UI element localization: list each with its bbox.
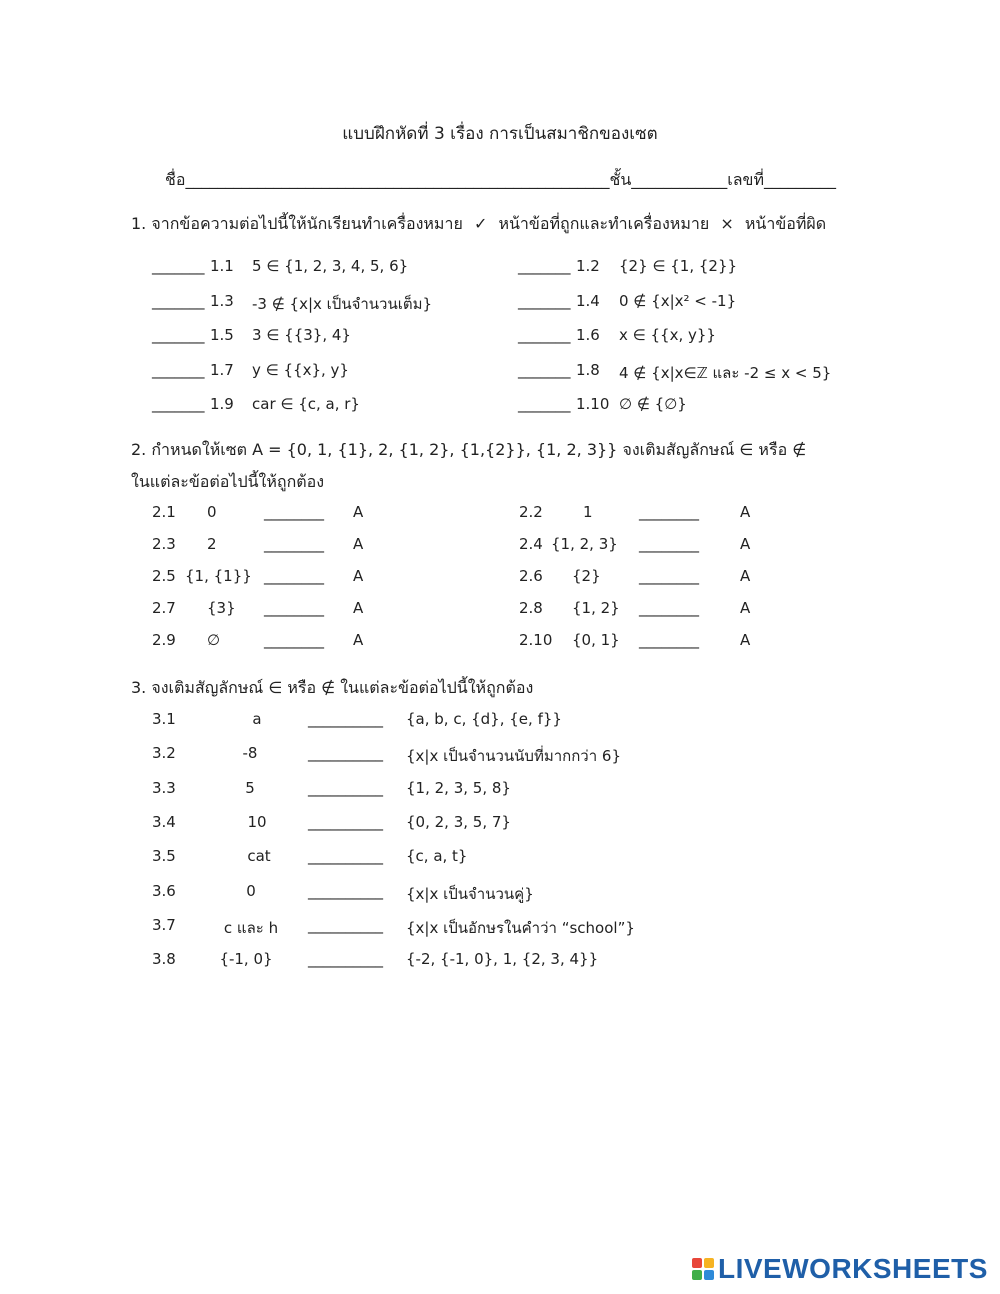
item-statement: y ∈ {{x}, y} [252,360,349,379]
answer-blank[interactable]: ________ [264,503,324,521]
set-name: A [353,567,364,585]
item-element: ∅ [207,631,221,649]
section1-heading-prefix: 1. จากข้อความต่อไปนี้ให้นักเรียนทำเครื่องหมาย [131,214,463,233]
answer-blank[interactable]: _______ [152,326,205,344]
section3-heading: 3. จงเติมสัญลักษณ์ ∈ หรือ ∉ ในแต่ละข้อต่อไปนี้ให้ถูกต้อง [131,678,534,697]
answer-blank[interactable]: ________ [264,599,324,617]
item-element: {1, 2, 3} [551,535,618,553]
item-number: 1.4 [576,291,600,310]
item-element: 0 [207,503,217,521]
item-statement: {2} ∈ {1, {2}} [619,257,738,275]
section2-heading-line1: 2. กำหนดให้เซต A = {0, 1, {1}, 2, {1, 2}, {1,{2}}, {1, 2, 3}} จงเติมสัญลักษณ์ ∈ หรือ ∉ [131,440,807,459]
section2-heading-line2: ในแต่ละข้อต่อไปนี้ให้ถูกต้อง [131,472,325,491]
logo-tile [704,1258,714,1268]
answer-blank[interactable]: ________ [264,567,324,585]
answer-blank[interactable]: __________ [308,881,383,900]
item-number: 2.8 [519,599,543,617]
answer-blank[interactable]: _______ [518,326,571,344]
answer-blank[interactable]: ________ [264,631,324,649]
answer-blank[interactable]: _______ [518,395,571,413]
item-number: 3.2 [152,744,176,763]
item-number: 1.2 [576,257,600,275]
answer-blank[interactable]: ________ [264,535,324,553]
item-number: 2.9 [152,631,176,649]
item-number: 2.7 [152,599,176,617]
item-statement: 4 ∉ {x|x∈ℤ และ -2 ≤ x < 5} [619,363,832,382]
target-set: {-2, {-1, 0}, 1, {2, 3, 4}} [406,950,599,969]
item-statement: -3 ∉ {x|x เป็นจำนวนเต็ม} [252,294,433,313]
logo-tile [692,1270,702,1280]
item-element: {3} [207,599,236,617]
item-number: 3.1 [152,710,176,728]
item-number: 2.6 [519,567,543,585]
answer-blank[interactable]: _______ [152,257,205,275]
logo-tile [704,1270,714,1280]
item-element: 0 [246,881,256,900]
item-number: 1.1 [210,257,234,275]
logo-mark-icon [692,1258,714,1280]
target-set: {c, a, t} [406,847,468,866]
item-element: {2} [572,567,601,585]
page-title: แบบฝึกหัดที่ 3 เรื่อง การเป็นสมาชิกของเซต [342,124,658,144]
set-name: A [740,503,751,521]
set-name: A [740,631,751,649]
section1-heading [131,212,826,237]
answer-blank[interactable]: ________ [639,599,699,617]
item-statement: car ∈ {c, a, r} [252,395,360,413]
item-number: 1.3 [210,291,234,310]
answer-blank[interactable]: _______ [518,257,571,275]
set-name: A [353,599,364,617]
item-number: 3.7 [152,915,176,934]
item-number: 3.3 [152,778,176,797]
set-name: A [353,535,364,553]
set-name: A [740,535,751,553]
logo-text: LIVEWORKSHEETS [718,1253,988,1284]
answer-blank[interactable]: _______ [152,291,205,310]
answer-blank[interactable]: ________ [639,535,699,553]
item-number: 2.1 [152,503,176,521]
set-name: A [740,599,751,617]
item-element: {0, 1} [572,631,620,649]
item-element: 1 [583,503,593,521]
answer-blank[interactable]: _______ [152,360,205,379]
cross-mark-icon: × [720,214,734,233]
item-number: 1.10 [576,395,610,413]
target-set: {x|x เป็นจำนวนคู่} [406,884,534,903]
item-element: 5 [245,778,255,797]
target-set: {x|x เป็นอักษรในคำว่า “school”} [406,918,635,937]
target-set: {0, 2, 3, 5, 7} [406,812,511,831]
answer-blank[interactable]: __________ [308,778,383,797]
item-element: c และ h [223,918,279,937]
item-statement: ∅ ∉ {∅} [619,395,687,413]
item-number: 1.8 [576,360,600,379]
target-set: {1, 2, 3, 5, 8} [406,778,511,797]
answer-blank[interactable]: ________ [639,567,699,585]
target-set: {a, b, c, {d}, {e, f}} [406,710,562,728]
item-number: 3.5 [152,847,176,866]
item-number: 1.9 [210,395,234,413]
check-mark-icon: ✓ [473,214,488,233]
item-element: {1, 2} [572,599,620,617]
target-set: {x|x เป็นจำนวนนับที่มากกว่า 6} [406,747,622,766]
answer-blank[interactable]: __________ [308,847,383,866]
item-number: 1.7 [210,360,234,379]
answer-blank[interactable]: ________ [639,503,699,521]
set-name: A [353,631,364,649]
item-number: 3.8 [152,950,176,969]
answer-blank[interactable]: __________ [308,915,383,934]
set-name: A [353,503,364,521]
answer-blank[interactable]: __________ [308,710,383,728]
answer-blank[interactable]: __________ [308,812,383,831]
item-element: -8 [242,744,258,763]
logo-tile [692,1258,702,1268]
item-element: a [252,710,262,728]
item-element: {-1, 0} [219,950,273,969]
item-number: 2.10 [519,631,553,649]
section1-heading-mid: หน้าข้อที่ถูกและทำเครื่องหมาย [498,214,710,233]
set-name: A [740,567,751,585]
answer-blank[interactable]: __________ [308,950,383,969]
item-element: 2 [207,535,217,553]
item-number: 2.2 [519,503,543,521]
student-info-line[interactable]: ชื่อ_____________________________________________________ชั้น____________เลขที่_________ [165,170,837,189]
item-element: 10 [247,812,267,831]
item-element: {1, {1}} [185,567,252,585]
item-number: 3.4 [152,812,176,831]
answer-blank[interactable]: ________ [639,631,699,649]
item-number: 2.3 [152,535,176,553]
answer-blank[interactable]: _______ [518,360,571,379]
item-statement: 3 ∈ {{3}, 4} [252,326,351,344]
section1-heading-suffix: หน้าข้อที่ผิด [744,214,827,233]
item-number: 1.6 [576,326,600,344]
item-number: 2.5 [152,567,176,585]
item-statement: 5 ∈ {1, 2, 3, 4, 5, 6} [252,257,409,275]
answer-blank[interactable]: _______ [152,395,205,413]
item-element: cat [247,847,271,866]
item-number: 3.6 [152,881,176,900]
answer-blank[interactable]: __________ [308,744,383,763]
liveworksheets-logo [692,1252,988,1286]
item-number: 1.5 [210,326,234,344]
answer-blank[interactable]: _______ [518,291,571,310]
item-statement: 0 ∉ {x|x² < -1} [619,291,737,310]
item-statement: x ∈ {{x, y}} [619,326,716,344]
item-number: 2.4 [519,535,543,553]
